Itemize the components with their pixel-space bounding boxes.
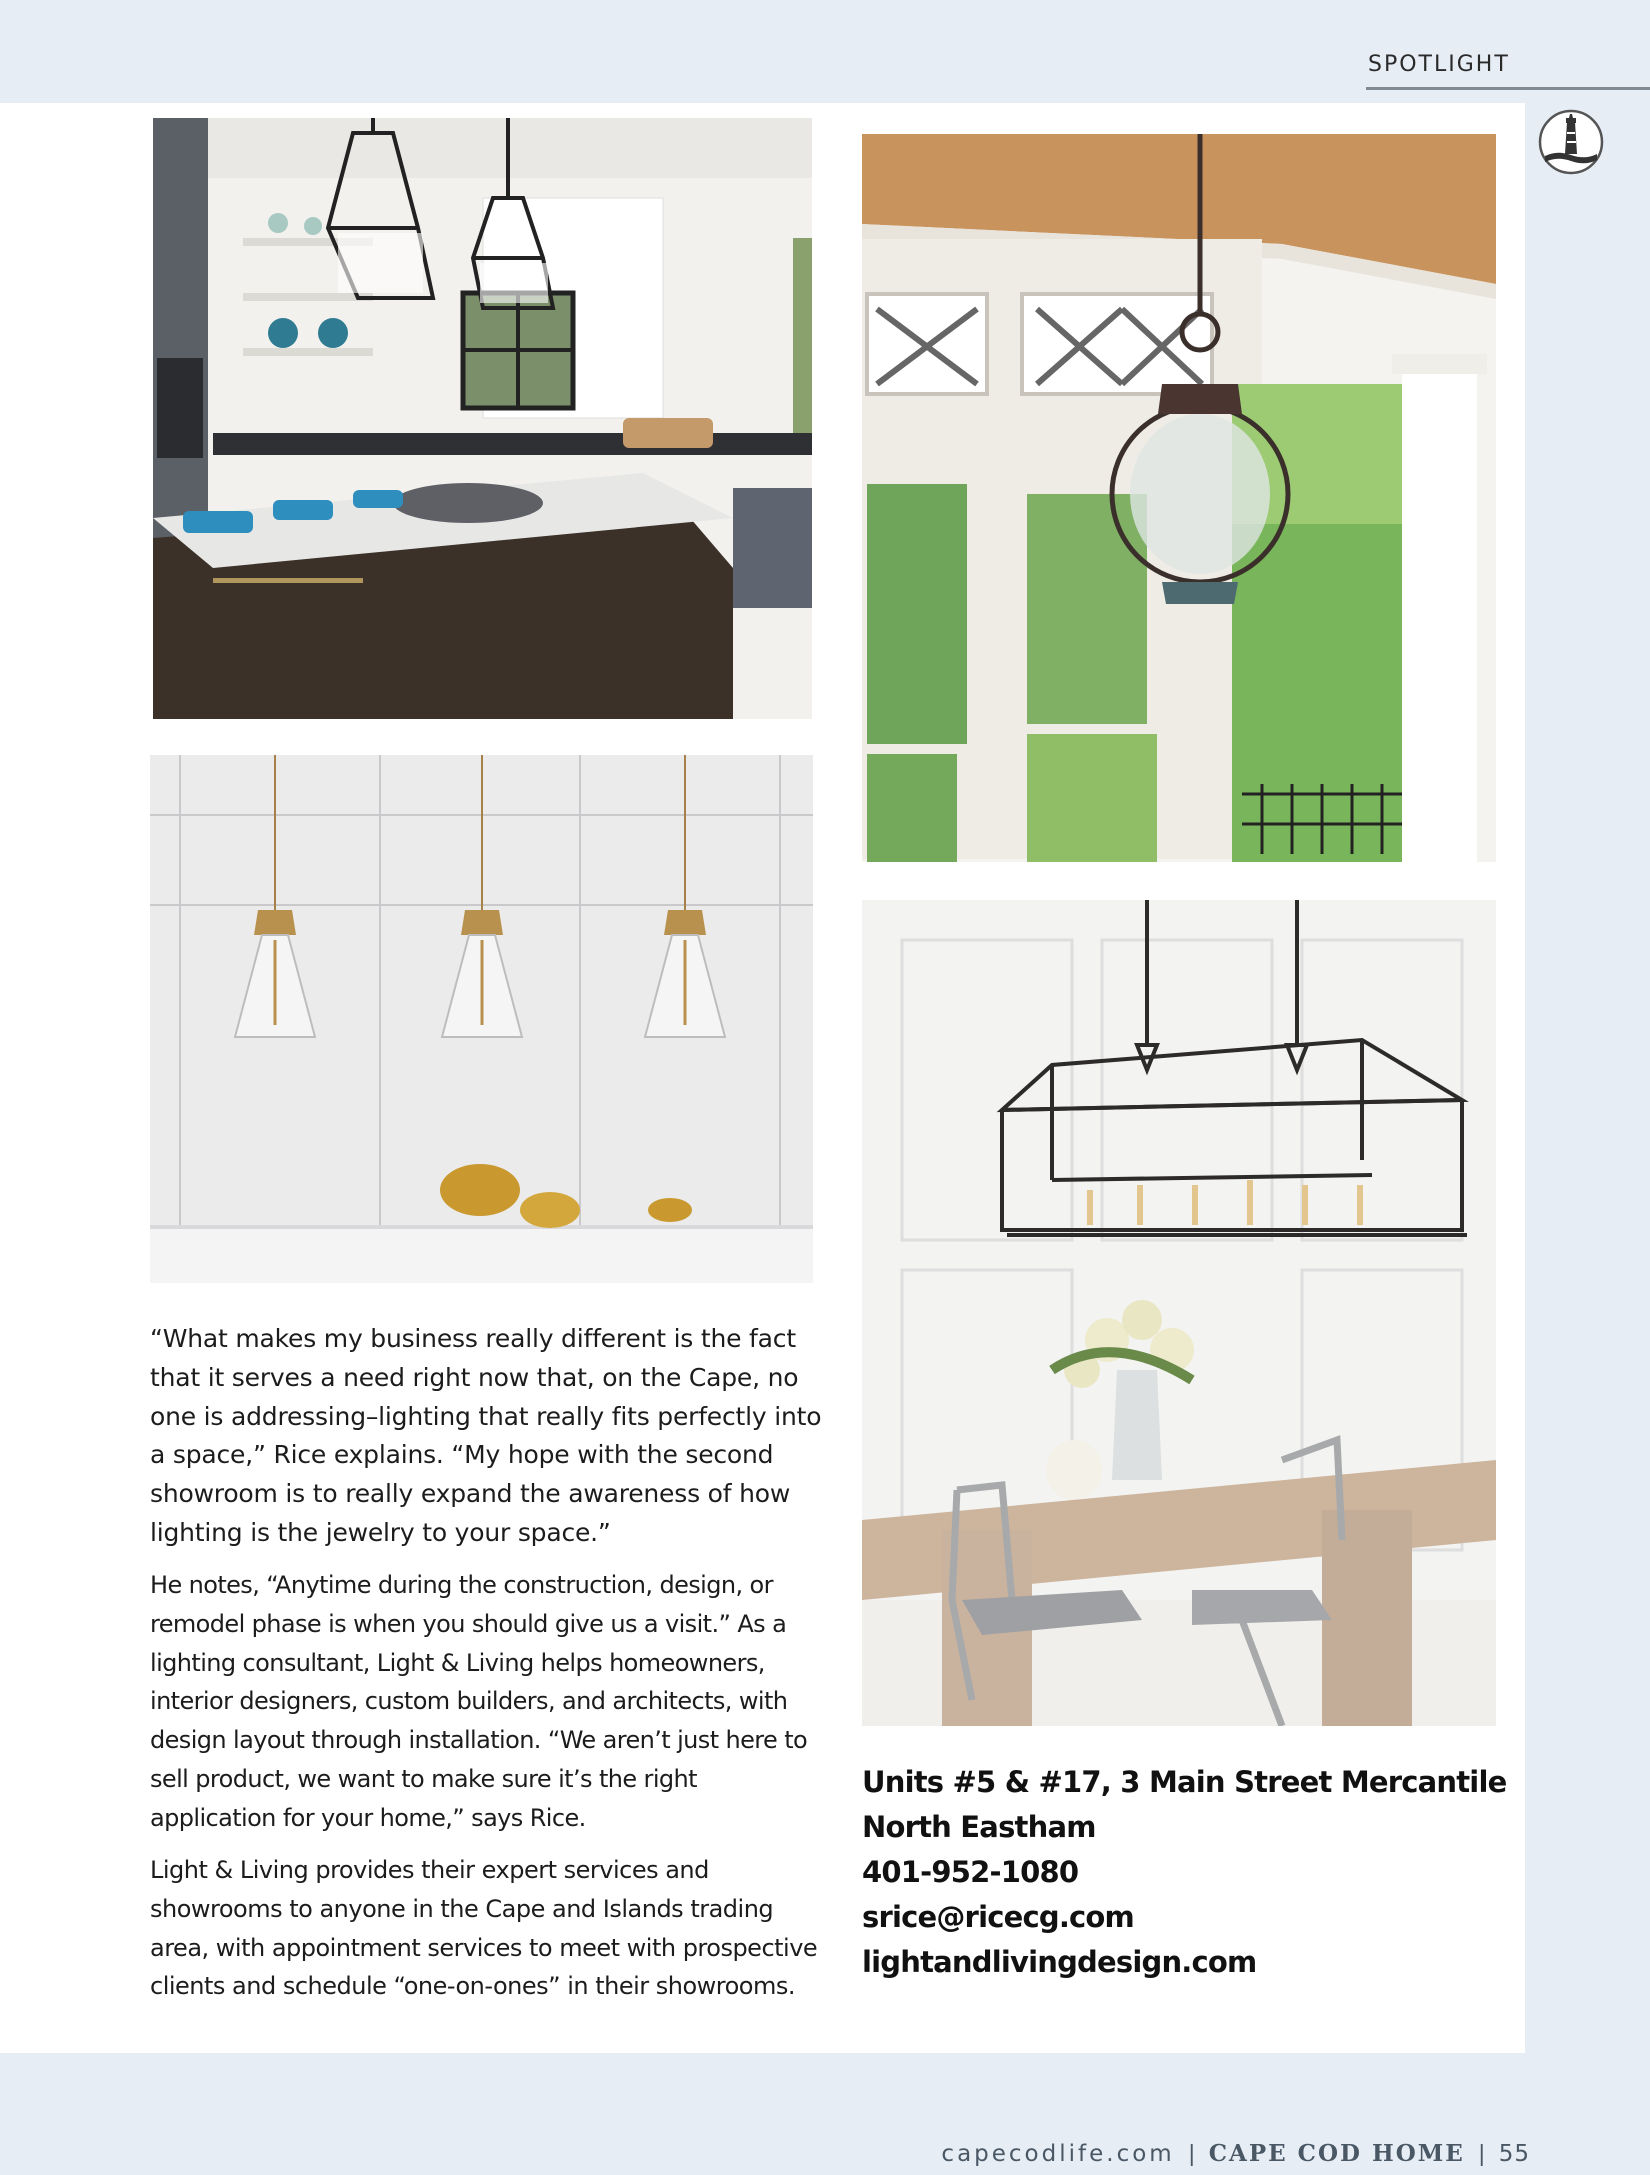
page-footer [941, 2140, 1530, 2167]
footer-separator: | [1478, 2140, 1485, 2166]
lighthouse-icon [1537, 108, 1605, 176]
article-paragraph: He notes, “Anytime during the construction, design, or remodel phase is when you should give us a visit.” As a lighting consultant, Light & Living helps homeowners, interior designers, custom builders, and architects, with design layout through installation. “We aren’t just here to sell product, we want to make sure it’s the right application for your home,” says Rice. [150, 1571, 808, 1832]
pendants-photo [150, 755, 813, 1283]
article-paragraph: “What makes my business really different is the fact that it serves a need right now that, on the Cape, no one is addressing–lighting that really fits perfectly into a space,” Rice explains. “My hope with the second showroom is to really expand the awareness of how lighting is the jewelry to your space.” [150, 1324, 822, 1547]
kitchen-photo [153, 118, 812, 719]
footer-separator: | [1188, 2140, 1195, 2166]
page-number: 55 [1498, 2141, 1530, 2167]
section-divider [1366, 87, 1650, 90]
contact-phone[interactable]: 401-952-1080 [862, 1855, 1079, 1889]
contact-website[interactable]: lightandlivingdesign.com [862, 1945, 1257, 1979]
contact-email[interactable]: srice@ricecg.com [862, 1900, 1134, 1934]
article-paragraph: Light & Living provides their expert services and showrooms to anyone in the Cape and Islands trading area, with appointment services to meet with prospective clients and schedule “one-on-ones” in their showrooms. [150, 1856, 818, 2001]
lantern-photo [862, 134, 1496, 862]
section-label: SPOTLIGHT [1368, 52, 1510, 77]
contact-address: Units #5 & #17, 3 Main Street Mercantile [862, 1765, 1507, 1799]
contact-block [862, 1760, 1507, 1985]
footer-site[interactable]: capecodlife.com [941, 2141, 1175, 2167]
footer-brand: CAPE COD HOME [1208, 2140, 1465, 2167]
dining-photo [862, 900, 1496, 1726]
contact-town: North Eastham [862, 1810, 1096, 1844]
